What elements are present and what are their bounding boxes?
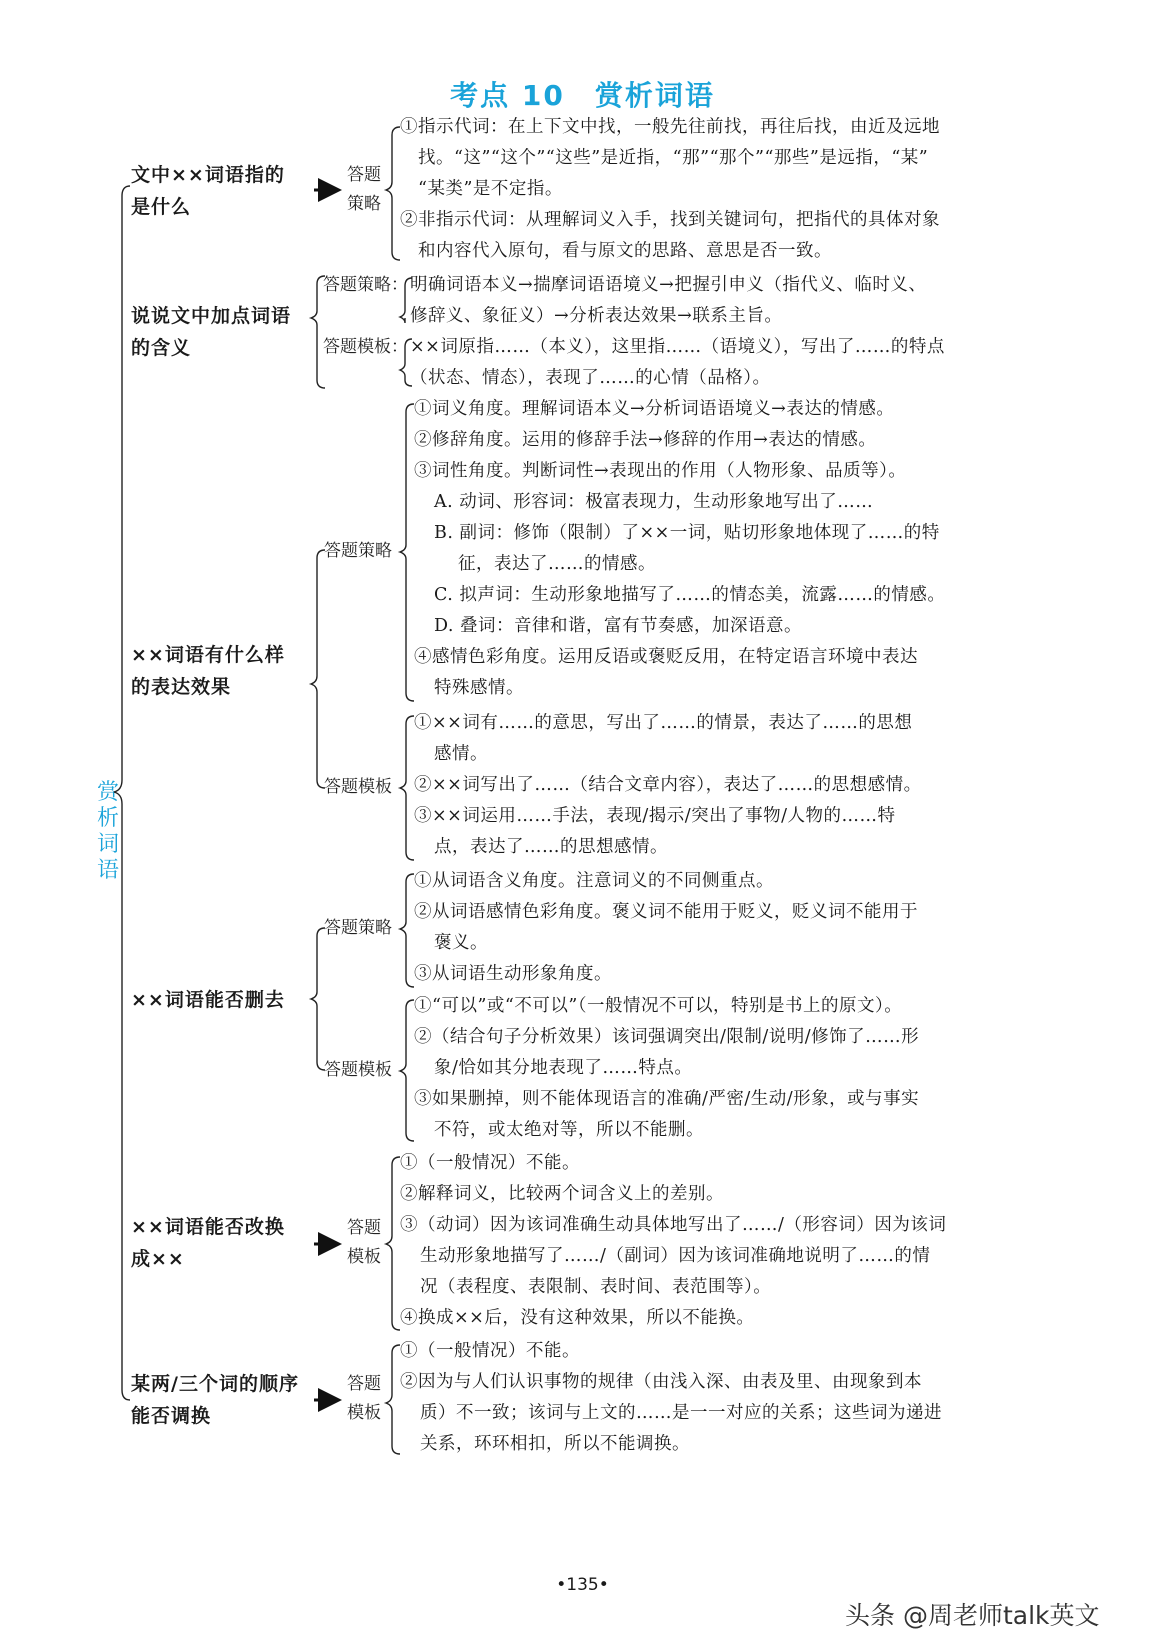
brace-sec4	[311, 928, 325, 1070]
page-number: •135•	[556, 1575, 609, 1595]
label-template-sec6: 答题模板	[347, 1374, 381, 1423]
content-sec3-strategy: ①词义角度。理解词语本义→分析词语语境义→表达的情感。 ②修辞角度。运用的修辞手法→修辞的作用→表达的情感。 ③词性角度。判断词性→表现出的作用（人物形象、品质等）。 A. 动词、形容词：极富表现力，生动形象地写出了…… B. 副词：修饰（限制）了××一词，贴切形象地体现了……的特 征，表达了……的情感。 C. 拟声词：生动形象地描写了……的情态美，流露……的情感。 D. 叠词：音律和谐，富有节奏感，加深语意。 ④感情色彩角度。运用反语或褒贬反用，在特定语言环境中表达 特殊感情。	[414, 399, 946, 698]
content-sec2-strategy: 明确词语本义→揣摩词语语境义→把握引申义（指代义、临时义、 修辞义、象征义）→分析表达效果→联系主旨。	[410, 275, 927, 326]
content-sec3-template: ①××词有……的意思，写出了……的情景，表达了……的思想 感情。 ②××词写出了……（结合文章内容），表达了……的思想感情。 ③××词运用……手法，表现/揭示/突出了事物/人物的……特 点，表达了……的思想感情。	[414, 713, 922, 857]
label-template-sec3: 答题模板	[324, 777, 392, 797]
topic-sec4: ××词语能否删去	[131, 989, 285, 1011]
watermark: 头条 @周老师talk英文	[845, 1601, 1100, 1630]
content-sec1: ①指示代词：在上下文中找，一般先往前找，再往后找，由近及远地 找。“这”“这个”“这些”是近指，“那”“那个”“那些”是远指，“某” “某类”是不定指。 ②非指示代词：从理解词义入手，找到关键词句，把指代的具体对象 和内容代入原句，看与原文的思路、意思是否一致。	[400, 117, 940, 261]
label-strategy-sec1: 答题策略	[347, 165, 381, 214]
label-template-sec5: 答题模板	[347, 1218, 381, 1267]
label-strategy-sec4: 答题策略	[324, 918, 392, 938]
brace-sec6	[386, 1345, 400, 1454]
brace-sec5	[386, 1157, 400, 1330]
topic-sec2: 说说文中加点词语 的含义	[131, 305, 292, 359]
label-strategy-sec3: 答题策略	[324, 541, 392, 561]
topic-sec5: ××词语能否改换 成××	[131, 1216, 285, 1270]
content-sec5: ①（一般情况）不能。 ②解释词义，比较两个词含义上的差别。 ③（动词）因为该词准确生动具体地写出了……/（形容词）因为该词 生动形象地描写了……/（副词）因为该词准确地说明了……的情 况（表程度、表限制、表时间、表范围等）。 ④换成××后，没有这种效果，所以不能换。	[400, 1153, 947, 1328]
brace-sec1	[386, 127, 400, 260]
label-template-sec4: 答题模板	[324, 1060, 392, 1080]
brace-sec3	[311, 550, 325, 788]
topic-sec3: ××词语有什么样 的表达效果	[131, 644, 285, 698]
topic-sec6: 某两/三个词的顺序 能否调换	[131, 1373, 299, 1427]
content-sec2-template: ××词原指……（本义），这里指……（语境义），写出了……的特点 （状态、情态），表现了……的心情（品格）。	[410, 337, 945, 388]
content-sec6: ①（一般情况）不能。 ②因为与人们认识事物的规律（由浅入深、由表及里、由现象到本 质）不一致；该词与上文的……是一一对应的关系；这些词为递进 关系，环环相扣，所以不能调换。	[400, 1341, 942, 1454]
topic-sec1: 文中××词语指的 是什么	[131, 164, 285, 218]
side-label: 赏析词语	[96, 780, 119, 883]
label-template-sec2: 答题模板：	[323, 337, 408, 357]
main-brace	[114, 186, 130, 1400]
content-sec4-strategy: ①从词语含义角度。注意词义的不同侧重点。 ②从词语感情色彩角度。褒义词不能用于贬义，贬义词不能用于 褒义。 ③从词语生动形象角度。	[414, 871, 918, 984]
label-strategy-sec2: 答题策略：	[323, 275, 408, 295]
page-title: 考点 10 赏析词语	[450, 79, 715, 112]
content-sec4-template: ①“可以”或“不可以”（一般情况不可以，特别是书上的原文）。 ②（结合句子分析效果）该词强调突出/限制/说明/修饰了……形 象/恰如其分地表现了……特点。 ③如果删掉，则不能体现语言的准确/严密/生动/形象，或与事实 不符，或太绝对等，所以不能删。	[414, 996, 920, 1140]
